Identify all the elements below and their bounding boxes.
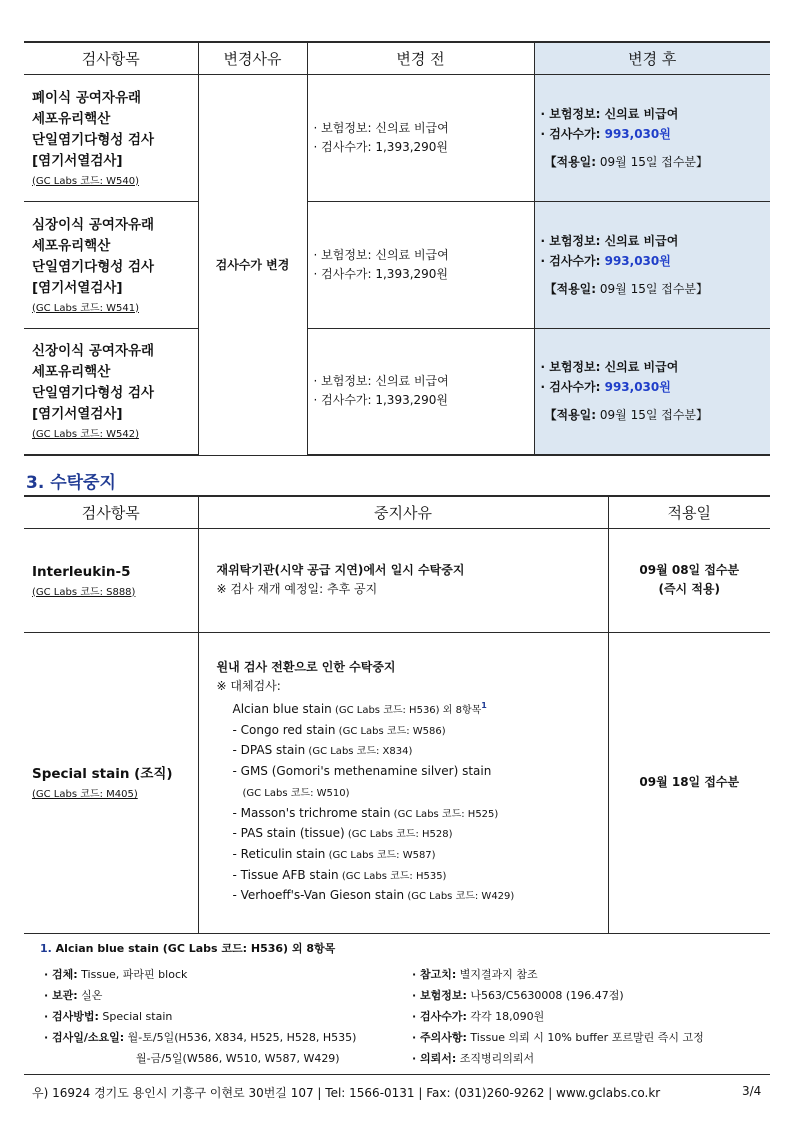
info-key: · 참고치: (412, 968, 457, 981)
before-cell (307, 328, 534, 455)
after-insurance: · 보험정보: 신의료 비급여 (540, 360, 679, 375)
test-name-line: [염기서열검사] (32, 279, 123, 296)
after-cell (534, 74, 770, 201)
before-price: · 검사수가: 1,393,290원 (313, 393, 449, 408)
test-item-cell (24, 528, 198, 632)
test-name: Special stain (조직) (32, 766, 173, 782)
table-row (24, 632, 770, 933)
alt-test-code: (GC Labs 코드: W510) (242, 787, 350, 799)
applied-date (541, 152, 771, 172)
after-price-label: · 검사수가: (540, 126, 605, 141)
footnote-left-column (44, 964, 356, 1069)
applied-value: 09월 15일 접수분】 (596, 281, 709, 296)
after-price: 993,030원 (604, 380, 671, 395)
footnote-title (40, 940, 335, 956)
test-item-cell (24, 632, 198, 933)
applied-date (541, 279, 771, 299)
alt-test-code: (GC Labs 코드: W586) (335, 725, 446, 737)
alt-test-name: Alcian blue stain (232, 701, 332, 716)
test-name: Interleukin-5 (32, 563, 131, 580)
alt-test-name: - Masson's trichrome stain (232, 805, 391, 820)
table-header-row (24, 42, 770, 74)
footnote-right-column (412, 964, 704, 1069)
footer-address: 우) 16924 경기도 용인시 기흥구 이현로 30번길 107 | Tel: 1566-0131 | Fax: (031)260-9262 | www.gclabs.co.kr (32, 1086, 661, 1100)
suspension-table (24, 495, 770, 934)
list-item (233, 824, 608, 845)
info-row: 월-금/5일(W586, W510, W587, W429) (136, 1052, 340, 1065)
test-name-line: 세포유리핵산 (32, 364, 111, 381)
test-name-line: 신장이식 공여자유래 (32, 343, 155, 360)
test-item-cell (24, 74, 198, 201)
alt-test-name: - Congo red stain (232, 722, 336, 737)
list-item (233, 762, 608, 783)
after-price: 993,030원 (604, 253, 671, 268)
suspension-reason: 재위탁기관(시약 공급 지연)에서 일시 수탁중지 (216, 563, 465, 577)
applied-date: 09월 18일 접수분 (639, 775, 740, 789)
alt-test-name: - Reticulin stain (232, 846, 326, 861)
after-price-line (541, 377, 771, 397)
list-item (233, 783, 608, 804)
info-key: · 검사일/소요일: (44, 1031, 125, 1044)
suspension-note: ※ 검사 재개 예정일: 추후 공지 (216, 582, 378, 596)
test-name-line: [염기서열검사] (32, 152, 123, 169)
list-item (233, 866, 608, 887)
info-row (412, 985, 704, 1006)
info-row (44, 985, 356, 1006)
after-price-line (541, 124, 771, 144)
before-cell (307, 74, 534, 201)
alt-test-name: - DPAS stain (232, 743, 306, 758)
applied-label: 【적용일: (544, 281, 597, 296)
applied-date: 09월 08일 접수분 (639, 563, 740, 577)
info-value: Tissue 의뢰 시 10% buffer 포르말린 즉시 고정 (466, 1031, 704, 1044)
fee-change-table (24, 41, 770, 456)
info-key: · 보관: (44, 989, 78, 1002)
alternative-tests-label: ※ 대체검사: (216, 678, 281, 693)
info-key: · 검사방법: (44, 1010, 99, 1023)
info-value: 별지결과지 참조 (456, 968, 538, 981)
footnote-title-text: Alcian blue stain (GC Labs 코드: H536) 외 8항목 (51, 942, 336, 955)
after-cell (534, 328, 770, 455)
before-cell (307, 201, 534, 328)
list-item (233, 741, 608, 762)
info-value: 조직병리의뢰서 (456, 1052, 535, 1065)
list-item (233, 804, 608, 825)
change-reason: 검사수가 변경 (198, 74, 307, 455)
section-title: 3. 수탁중지 (26, 473, 116, 493)
after-insurance: · 보험정보: 신의료 비급여 (540, 106, 679, 121)
list-item (233, 721, 608, 742)
before-insurance: · 보험정보: 신의료 비급여 (313, 120, 449, 135)
suspension-reason: 원내 검사 전환으로 인한 수탁중지 (216, 659, 396, 674)
after-price-label: · 검사수가: (540, 253, 605, 268)
list-item (233, 696, 608, 721)
footer-divider (24, 1074, 770, 1075)
alt-test-code: (GC Labs 코드: W429) (404, 891, 515, 903)
info-row (412, 1006, 704, 1027)
info-value: 나563/C5630008 (196.47점) (466, 989, 624, 1002)
test-code: (GC Labs 코드: W541) (32, 302, 139, 314)
after-price-label: · 검사수가: (540, 380, 605, 395)
table-row (24, 74, 770, 201)
header-item: 검사항목 (24, 496, 198, 528)
test-item-cell (24, 201, 198, 328)
info-value: Special stain (98, 1010, 173, 1023)
info-value: 실온 (77, 989, 103, 1002)
alt-test-code: (GC Labs 코드: H528) (344, 829, 453, 841)
info-row (412, 1048, 704, 1069)
applied-date (541, 405, 771, 425)
after-cell (534, 201, 770, 328)
table-row (24, 528, 770, 632)
info-row (44, 1006, 356, 1027)
table-header-row (24, 496, 770, 528)
header-item: 검사항목 (24, 42, 198, 74)
before-price: · 검사수가: 1,393,290원 (313, 139, 449, 154)
alternative-tests-list (217, 696, 608, 907)
applied-label: 【적용일: (544, 154, 597, 169)
test-code: (GC Labs 코드: S888) (32, 586, 136, 598)
applied-label: 【적용일: (544, 408, 597, 423)
header-reason: 변경사유 (198, 42, 307, 74)
test-name-line: [염기서열검사] (32, 406, 123, 423)
info-key: · 보험정보: (412, 989, 467, 1002)
info-row (412, 964, 704, 985)
after-price-line (541, 251, 771, 271)
info-row (44, 1027, 356, 1048)
applied-value: 09월 15일 접수분】 (596, 408, 709, 423)
alt-test-code: (GC Labs 코드: W587) (325, 849, 436, 861)
table-row (24, 201, 770, 328)
applied-date-cell (608, 632, 770, 933)
header-after: 변경 후 (534, 42, 770, 74)
footnote-ref: 1 (481, 700, 487, 710)
info-row (412, 1027, 704, 1048)
suspension-reason-cell (198, 632, 608, 933)
info-key: · 의뢰서: (412, 1052, 457, 1065)
test-name-line: 단일염기다형성 검사 (32, 385, 155, 402)
alt-test-name: - GMS (Gomori's methenamine silver) stain (232, 764, 492, 779)
test-name-line: 단일염기다형성 검사 (32, 131, 155, 148)
page-number: 3/4 (742, 1084, 762, 1098)
before-price: · 검사수가: 1,393,290원 (313, 266, 449, 281)
test-name-line: 단일염기다형성 검사 (32, 258, 155, 275)
after-insurance: · 보험정보: 신의료 비급여 (540, 233, 679, 248)
alt-test-code: (GC Labs 코드: H525) (390, 808, 499, 820)
info-value: 월-토/5일(H536, X834, H525, H528, H535) (124, 1031, 357, 1044)
info-value: 각각 18,090원 (466, 1010, 545, 1023)
test-name-line: 세포유리핵산 (32, 110, 111, 127)
test-code: (GC Labs 코드: M405) (32, 789, 138, 800)
test-name-line: 세포유리핵산 (32, 237, 111, 254)
alt-test-name: - Verhoeff's-Van Gieson stain (232, 888, 405, 903)
before-insurance: · 보험정보: 신의료 비급여 (313, 374, 449, 389)
test-name-line: 폐이식 공여자유래 (32, 89, 142, 106)
test-name-line: 심장이식 공여자유래 (32, 216, 155, 233)
info-key: · 검사수가: (412, 1010, 467, 1023)
footnote-number: 1. (40, 942, 52, 955)
test-code: (GC Labs 코드: W540) (32, 175, 139, 187)
header-reason: 중지사유 (198, 496, 608, 528)
info-key: · 검체: (44, 968, 78, 981)
applied-date-cell (608, 528, 770, 632)
info-value: Tissue, 파라핀 block (77, 968, 188, 981)
table-row (24, 328, 770, 455)
alt-test-name: - Tissue AFB stain (232, 867, 339, 882)
applied-date-note: (즉시 적용) (658, 582, 720, 596)
alt-test-name: - PAS stain (tissue) (232, 826, 345, 841)
header-date: 적용일 (608, 496, 770, 528)
alt-test-code: (GC Labs 코드: H535) (338, 870, 447, 882)
list-item (233, 845, 608, 866)
list-item (233, 886, 608, 907)
applied-value: 09월 15일 접수분】 (596, 154, 709, 169)
after-price: 993,030원 (604, 126, 671, 141)
header-before: 변경 전 (307, 42, 534, 74)
info-row (44, 964, 356, 985)
alt-test-code: (GC Labs 코드: X834) (305, 746, 413, 758)
before-insurance: · 보험정보: 신의료 비급여 (313, 247, 449, 262)
suspension-reason-cell (198, 528, 608, 632)
test-item-cell (24, 328, 198, 455)
alt-test-code: (GC Labs 코드: H536) 외 8항목 (331, 704, 482, 716)
test-code: (GC Labs 코드: W542) (32, 429, 139, 441)
info-key: · 주의사항: (412, 1031, 467, 1044)
